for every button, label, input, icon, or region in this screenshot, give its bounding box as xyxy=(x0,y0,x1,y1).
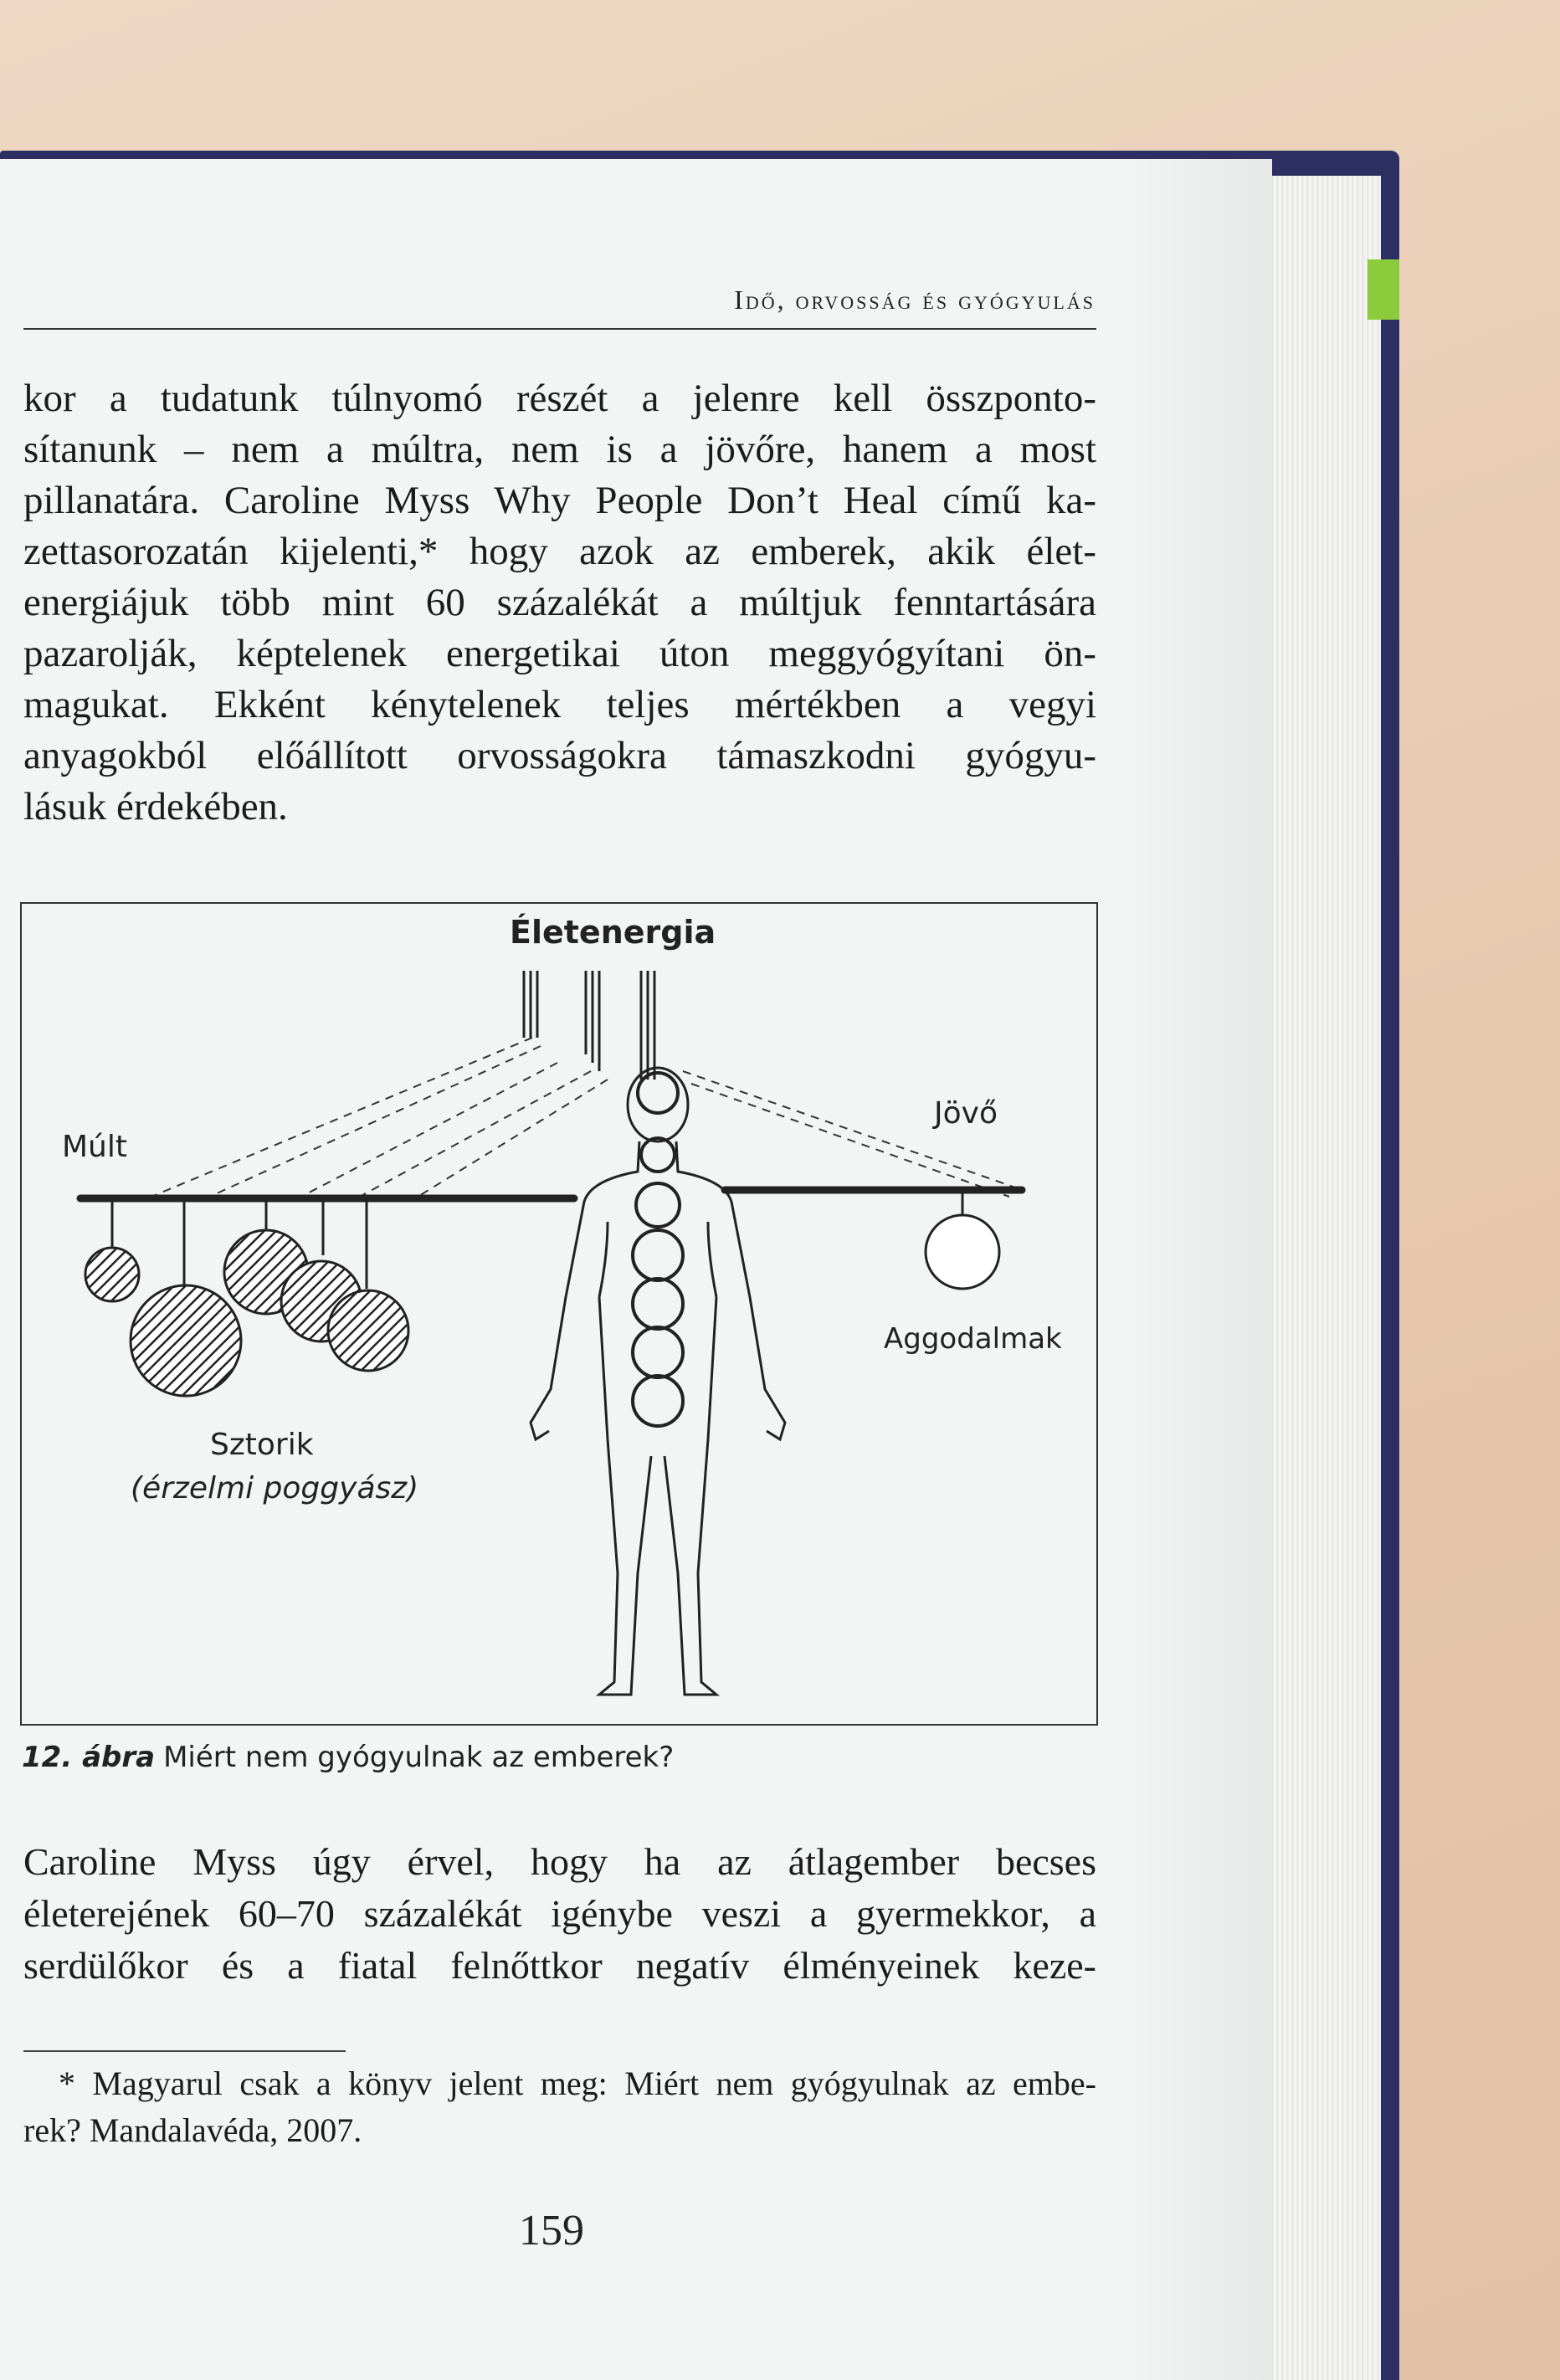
label-past: Múlt xyxy=(62,1130,127,1164)
running-head: Idő, orvosság és gyógyulás xyxy=(734,285,1096,315)
text-line: anyagokból előállított orvosságokra támaszkodni gyógyu- xyxy=(23,734,1096,777)
figure-caption-text: Miért nem gyógyulnak az emberek? xyxy=(163,1741,675,1774)
text-line: pillanatára. Caroline Myss Why People Don’t Heal című ka- xyxy=(23,479,1096,522)
human-figure xyxy=(531,1068,785,1695)
footnote-line: * Magyarul csak a könyv jelent meg: Miért nem gyógyulnak az embe- xyxy=(59,2065,1096,2102)
figure-title: Életenergia xyxy=(510,914,716,951)
flow-to-future xyxy=(683,1071,1018,1197)
header-rule xyxy=(23,328,1096,330)
paragraph-2 xyxy=(23,1836,1096,1992)
text-line: kor a tudatunk túlnyomó részét a jelenre kell összponto- xyxy=(23,377,1096,420)
text-line: pazarolják, képtelenek energetikai úton meggyógyítani ön- xyxy=(23,632,1096,675)
text-line: energiájuk több mint 60 százalékát a múltjuk fenntartására xyxy=(23,581,1096,624)
footnote-rule xyxy=(23,2050,346,2052)
text-line: serdülőkor és a fiatal felnőttkor negatív élményeinek keze- xyxy=(23,1944,1096,1987)
flow-to-past xyxy=(147,1038,608,1198)
figure-caption xyxy=(22,1741,674,1774)
footnote-line: rek? Mandalavéda, 2007. xyxy=(23,2111,362,2149)
bookmark-tab xyxy=(1368,259,1399,320)
text-line: életerejének 60–70 százalékát igénybe veszi a gyermekkor, a xyxy=(23,1892,1096,1935)
label-worries: Aggodalmak xyxy=(884,1322,1062,1356)
text-line: sítanunk – nem a múltra, nem is a jövőre, hanem a most xyxy=(23,428,1096,471)
page-edges xyxy=(1264,176,1381,2380)
label-future: Jövő xyxy=(934,1096,998,1131)
label-emotional-baggage: (érzelmi poggyász) xyxy=(131,1471,419,1505)
past-weights xyxy=(85,1198,408,1396)
page-shadow xyxy=(1113,159,1272,2380)
future-weight xyxy=(926,1190,999,1289)
text-line: lásuk érdekében. xyxy=(23,785,288,828)
figure-number: 12. ábra xyxy=(22,1741,156,1774)
label-stories: Sztorik xyxy=(210,1428,314,1462)
footnote xyxy=(23,2060,1096,2154)
figure-diagram xyxy=(22,904,1096,1724)
text-line: zettasorozatán kijelenti,* hogy azok az emberek, akik élet- xyxy=(23,530,1096,573)
paragraph-1 xyxy=(23,373,1096,833)
text-line: Caroline Myss úgy érvel, hogy ha az átlagember becses xyxy=(23,1840,1096,1883)
energy-lines xyxy=(524,971,654,1080)
figure-life-energy xyxy=(20,902,1098,1726)
chakra-circles xyxy=(633,1073,683,1426)
text-line: magukat. Ekként kénytelenek teljes mértékben a vegyi xyxy=(23,683,1096,726)
page-number: 159 xyxy=(519,2207,584,2254)
